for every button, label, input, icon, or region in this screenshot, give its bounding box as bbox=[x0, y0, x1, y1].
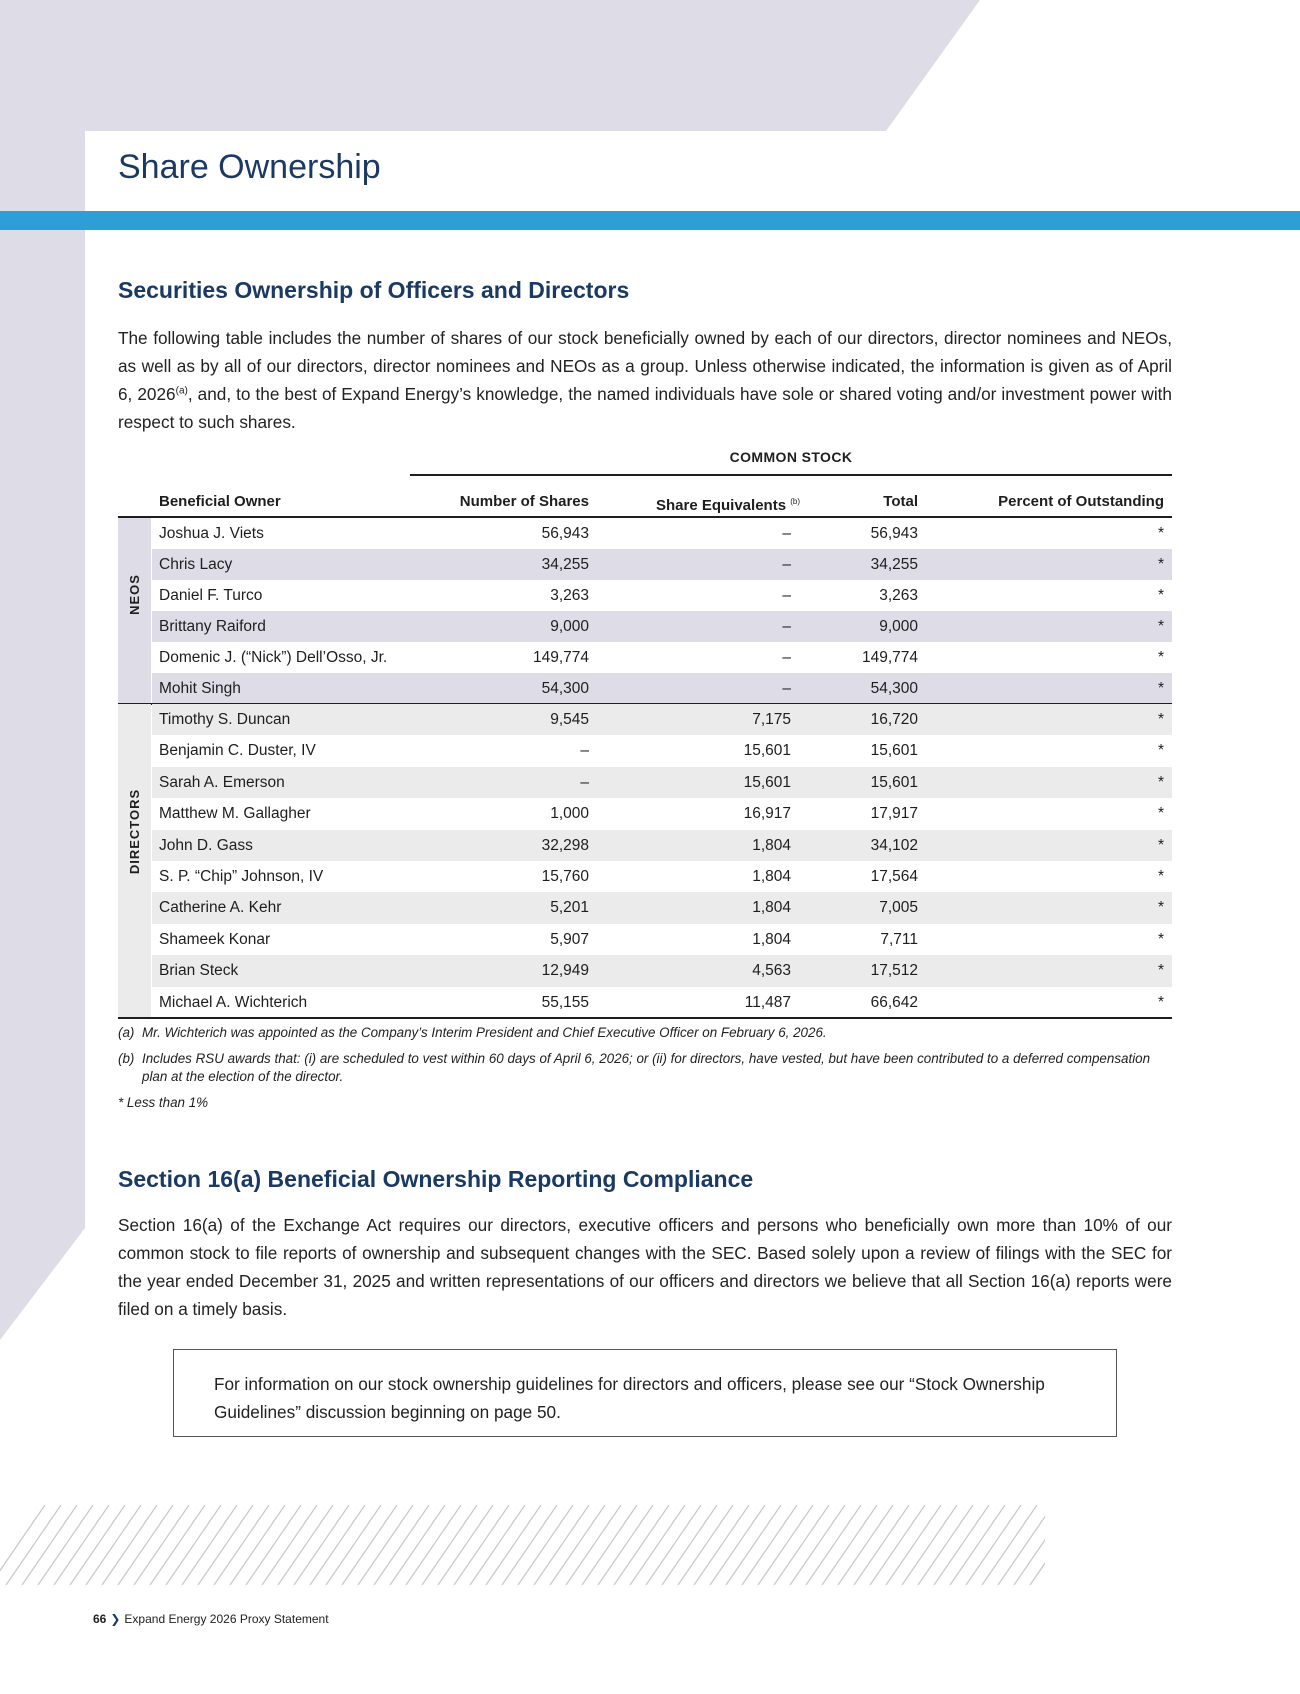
shares-cell: 5,201 bbox=[550, 899, 589, 917]
table-row bbox=[152, 580, 1172, 611]
shares-cell: 12,949 bbox=[541, 962, 589, 980]
hatch-line bbox=[502, 1505, 557, 1585]
total-cell: 9,000 bbox=[879, 618, 918, 635]
hatch-line bbox=[902, 1505, 957, 1585]
percent-cell: * bbox=[1157, 680, 1164, 697]
hatch-line bbox=[694, 1505, 749, 1585]
hatch-line bbox=[6, 1505, 61, 1585]
total-cell: 17,564 bbox=[870, 868, 918, 885]
hatch-line bbox=[230, 1505, 285, 1585]
hatch-line bbox=[358, 1505, 413, 1585]
shares-cell: 55,155 bbox=[541, 993, 589, 1011]
compliance-paragraph: Section 16(a) of the Exchange Act requires our directors, executive officers and persons who beneficially own more than 10% of our common stock to file reports of ownership and subsequent changes with the SEC. Based solely upon a review of filings with the SEC for the year ended December 31, 2025 and written representations of our officers and directors we believe that all Section 16(a) reports were filed on a timely basis. bbox=[118, 1215, 1172, 1319]
shares-cell: 9,000 bbox=[550, 618, 589, 635]
percent-cell: * bbox=[1157, 836, 1164, 854]
footnotes bbox=[118, 1024, 1172, 1120]
percent-cell: * bbox=[1157, 962, 1164, 980]
table-row bbox=[152, 924, 1172, 955]
hatch-line bbox=[22, 1505, 77, 1585]
table-row bbox=[152, 642, 1172, 673]
table-row bbox=[152, 518, 1172, 549]
hatch-line bbox=[550, 1505, 605, 1585]
stock-guidelines-callout: For information on our stock ownership guidelines for directors and officers, please see our “Stock Ownership Guidelines” discussion beginning on page 50. bbox=[173, 1349, 1117, 1437]
footnote-ref-b: (b) bbox=[790, 497, 800, 506]
hatch-line bbox=[918, 1505, 973, 1585]
equivalents-cell: 1,804 bbox=[752, 899, 791, 917]
equivalents-cell: 7,175 bbox=[752, 711, 791, 728]
percent-cell: * bbox=[1157, 742, 1164, 760]
publication-name: Expand Energy 2026 Proxy Statement bbox=[124, 1612, 329, 1626]
equivalents-cell: – bbox=[782, 525, 791, 542]
col-header-equivalents bbox=[656, 490, 800, 518]
total-cell: 66,642 bbox=[870, 993, 918, 1011]
table-column-headers bbox=[118, 490, 1172, 518]
total-cell: 7,711 bbox=[880, 930, 918, 948]
page-number: 66 bbox=[93, 1612, 107, 1626]
hatch-line bbox=[838, 1505, 893, 1585]
owner-cell: Mohit Singh bbox=[159, 680, 241, 697]
shares-cell: 149,774 bbox=[532, 649, 589, 666]
page-footer bbox=[93, 1612, 329, 1626]
hatch-line bbox=[422, 1505, 477, 1585]
table-row bbox=[152, 830, 1172, 861]
hatch-line bbox=[390, 1505, 445, 1585]
col-header-owner: Beneficial Owner bbox=[159, 493, 281, 510]
hatch-line bbox=[806, 1505, 861, 1585]
hatch-line bbox=[982, 1505, 1037, 1585]
hatch-line bbox=[950, 1505, 1005, 1585]
col-header-total: Total bbox=[883, 493, 918, 510]
hatch-line bbox=[278, 1505, 333, 1585]
table-row bbox=[152, 673, 1172, 704]
group-label-text: NEOS bbox=[127, 573, 142, 615]
shares-cell: – bbox=[580, 742, 589, 760]
shares-cell: – bbox=[580, 773, 589, 791]
owner-cell: Michael A. Wichterich bbox=[159, 993, 308, 1011]
equivalents-cell: 15,601 bbox=[743, 773, 791, 791]
hatch-line bbox=[598, 1505, 653, 1585]
hatch-line bbox=[870, 1505, 925, 1585]
footnote-label: (a) bbox=[118, 1025, 135, 1040]
owner-cell: Domenic J. (“Nick”) Dell’Osso, Jr. bbox=[159, 649, 388, 666]
equivalents-cell: – bbox=[782, 649, 791, 666]
owner-cell: Matthew M. Gallagher bbox=[159, 805, 311, 823]
total-cell: 7,005 bbox=[879, 899, 918, 917]
chevron-right-icon: ❯ bbox=[110, 1612, 121, 1626]
total-cell: 54,300 bbox=[870, 680, 918, 697]
hatch-line bbox=[742, 1505, 797, 1585]
hatch-line bbox=[342, 1505, 397, 1585]
hatch-decoration bbox=[0, 1505, 1045, 1585]
hatch-line bbox=[326, 1505, 381, 1585]
intro-text: The following table includes the number of shares of our stock beneficially owned by each of our directors, director nominees and NEOs, as well as by all of our directors, director nominees and NEOs as a group. Unless otherwise indicated, the information is given as of April 6, 2026 bbox=[118, 328, 1172, 404]
percent-cell: * bbox=[1157, 868, 1164, 885]
hatch-line bbox=[646, 1505, 701, 1585]
hatch-line bbox=[86, 1505, 141, 1585]
equivalents-cell: 16,917 bbox=[743, 805, 791, 823]
total-cell: 17,512 bbox=[870, 962, 918, 980]
common-stock-group-header: COMMON STOCK bbox=[410, 446, 1172, 476]
hatch-line bbox=[518, 1505, 573, 1585]
hatch-line bbox=[198, 1505, 253, 1585]
hatch-line bbox=[774, 1505, 829, 1585]
hatch-line bbox=[822, 1505, 877, 1585]
hatch-line bbox=[150, 1505, 205, 1585]
footnote-label: (b) bbox=[118, 1051, 135, 1066]
percent-cell: * bbox=[1157, 649, 1164, 666]
percent-cell: * bbox=[1157, 556, 1164, 573]
owner-cell: Brittany Raiford bbox=[159, 618, 266, 635]
hatch-line bbox=[470, 1505, 525, 1585]
hatch-line bbox=[790, 1505, 845, 1585]
group-label-neos bbox=[118, 518, 151, 670]
hatch-line bbox=[134, 1505, 189, 1585]
intro-text-continued: , and, to the best of Expand Energy’s knowledge, the named individuals have sole or shared voting and/or investment power with respect to such shares. bbox=[118, 384, 1172, 432]
owner-cell: John D. Gass bbox=[159, 836, 253, 854]
owner-cell: Benjamin C. Duster, IV bbox=[159, 742, 316, 760]
table-row bbox=[152, 861, 1172, 892]
equivalents-cell: – bbox=[782, 618, 791, 635]
table-row bbox=[152, 892, 1172, 923]
percent-cell: * bbox=[1157, 587, 1164, 604]
shares-cell: 5,907 bbox=[550, 930, 589, 948]
hatch-line bbox=[182, 1505, 237, 1585]
section-heading-16a-compliance: Section 16(a) Beneficial Ownership Reporting Compliance bbox=[118, 1166, 754, 1192]
table-row bbox=[152, 704, 1172, 735]
hatch-line bbox=[678, 1505, 733, 1585]
footnote-text: * Less than 1% bbox=[118, 1095, 209, 1110]
hatch-line bbox=[0, 1505, 45, 1585]
hatch-line bbox=[294, 1505, 349, 1585]
col-header-equivalents-label: Share Equivalents bbox=[655, 497, 787, 514]
shares-cell: 3,263 bbox=[550, 587, 589, 604]
hatch-line bbox=[662, 1505, 717, 1585]
owner-cell: Sarah A. Emerson bbox=[159, 773, 285, 791]
hatch-line bbox=[406, 1505, 461, 1585]
shares-cell: 32,298 bbox=[541, 836, 589, 854]
footnote-text: Mr. Wichterich was appointed as the Company’s Interim President and Chief Executive Officer on February 6, 2026. bbox=[142, 1025, 827, 1040]
percent-cell: * bbox=[1157, 618, 1164, 635]
percent-cell: * bbox=[1157, 711, 1164, 728]
table-row bbox=[152, 987, 1172, 1018]
hatch-line bbox=[630, 1505, 685, 1585]
hatch-line bbox=[38, 1505, 93, 1585]
percent-cell: * bbox=[1157, 899, 1164, 917]
hatch-line bbox=[486, 1505, 541, 1585]
shares-cell: 54,300 bbox=[541, 680, 589, 697]
footnote-text: Includes RSU awards that: (i) are scheduled to vest within 60 days of April 6, 2026; or (ii) for directors, have vested, but have been contributed to a deferred compensation plan at the election of the director. bbox=[142, 1051, 1151, 1084]
owner-cell: S. P. “Chip” Johnson, IV bbox=[159, 868, 324, 885]
table-row bbox=[152, 549, 1172, 580]
total-cell: 16,720 bbox=[870, 711, 918, 728]
hatch-line bbox=[70, 1505, 125, 1585]
hatch-line bbox=[214, 1505, 269, 1585]
equivalents-cell: 11,487 bbox=[744, 993, 791, 1011]
shares-cell: 34,255 bbox=[541, 556, 589, 573]
hatch-line bbox=[854, 1505, 909, 1585]
equivalents-cell: – bbox=[782, 556, 791, 573]
group-label-directors bbox=[118, 704, 151, 958]
total-cell: 56,943 bbox=[870, 525, 918, 542]
hatch-line bbox=[102, 1505, 157, 1585]
hatch-line bbox=[166, 1505, 221, 1585]
table-row bbox=[152, 955, 1172, 986]
hatch-line bbox=[582, 1505, 637, 1585]
equivalents-cell: 15,601 bbox=[743, 742, 791, 760]
equivalents-cell: 1,804 bbox=[752, 930, 791, 948]
hatch-line bbox=[454, 1505, 509, 1585]
col-header-percent: Percent of Outstanding bbox=[998, 493, 1164, 510]
total-cell: 3,263 bbox=[879, 587, 918, 604]
shares-cell: 1,000 bbox=[550, 805, 589, 823]
equivalents-cell: – bbox=[782, 587, 791, 604]
owner-cell: Joshua J. Viets bbox=[159, 525, 264, 542]
page-title: Share Ownership bbox=[118, 148, 381, 186]
shares-cell: 9,545 bbox=[550, 711, 589, 728]
shares-cell: 15,760 bbox=[541, 868, 589, 885]
total-cell: 15,601 bbox=[870, 742, 918, 760]
col-header-shares: Number of Shares bbox=[459, 493, 589, 510]
percent-cell: * bbox=[1157, 930, 1164, 948]
hatch-line bbox=[710, 1505, 765, 1585]
footnote-item bbox=[118, 1094, 1172, 1112]
equivalents-cell: 4,563 bbox=[752, 962, 791, 980]
hatch-line bbox=[534, 1505, 589, 1585]
owner-cell: Daniel F. Turco bbox=[159, 587, 263, 604]
section-heading-securities-ownership: Securities Ownership of Officers and Directors bbox=[118, 277, 630, 303]
total-cell: 149,774 bbox=[861, 649, 918, 666]
hatch-line bbox=[374, 1505, 429, 1585]
table-row bbox=[152, 611, 1172, 642]
equivalents-cell: – bbox=[782, 680, 791, 697]
hatch-line bbox=[758, 1505, 813, 1585]
total-cell: 15,601 bbox=[870, 773, 918, 791]
table-row bbox=[152, 798, 1172, 829]
percent-cell: * bbox=[1157, 525, 1164, 542]
hatch-line bbox=[886, 1505, 941, 1585]
equivalents-cell: 1,804 bbox=[752, 868, 791, 885]
owner-cell: Catherine A. Kehr bbox=[159, 899, 282, 917]
footnote-item bbox=[118, 1050, 1172, 1086]
group-label-text: DIRECTORS bbox=[127, 788, 143, 874]
hatch-line bbox=[262, 1505, 317, 1585]
header-accent-bar bbox=[0, 211, 1300, 230]
hatch-line bbox=[966, 1505, 1021, 1585]
owner-cell: Timothy S. Duncan bbox=[159, 711, 291, 728]
intro-paragraph bbox=[118, 324, 1172, 436]
shares-cell: 56,943 bbox=[541, 525, 589, 542]
hatch-line bbox=[726, 1505, 781, 1585]
equivalents-cell: 1,804 bbox=[752, 836, 791, 854]
percent-cell: * bbox=[1157, 993, 1164, 1011]
table-row bbox=[152, 767, 1172, 798]
total-cell: 17,917 bbox=[870, 805, 918, 823]
owner-cell: Chris Lacy bbox=[159, 556, 233, 573]
hatch-line bbox=[246, 1505, 301, 1585]
table-row bbox=[152, 735, 1172, 766]
owner-cell: Brian Steck bbox=[159, 962, 239, 980]
footnote-item bbox=[118, 1024, 1172, 1042]
total-cell: 34,255 bbox=[870, 556, 918, 573]
percent-cell: * bbox=[1157, 773, 1164, 791]
group-divider bbox=[118, 1017, 1172, 1019]
hatch-line bbox=[1030, 1505, 1045, 1585]
hatch-line bbox=[438, 1505, 493, 1585]
total-cell: 34,102 bbox=[870, 836, 918, 854]
hatch-line bbox=[54, 1505, 109, 1585]
hatch-line bbox=[310, 1505, 365, 1585]
hatch-line bbox=[118, 1505, 173, 1585]
owner-cell: Shameek Konar bbox=[159, 930, 271, 948]
hatch-line bbox=[934, 1505, 989, 1585]
percent-cell: * bbox=[1157, 805, 1164, 823]
hatch-line bbox=[614, 1505, 669, 1585]
hatch-line bbox=[566, 1505, 621, 1585]
footnote-ref-a: (a) bbox=[175, 385, 188, 397]
